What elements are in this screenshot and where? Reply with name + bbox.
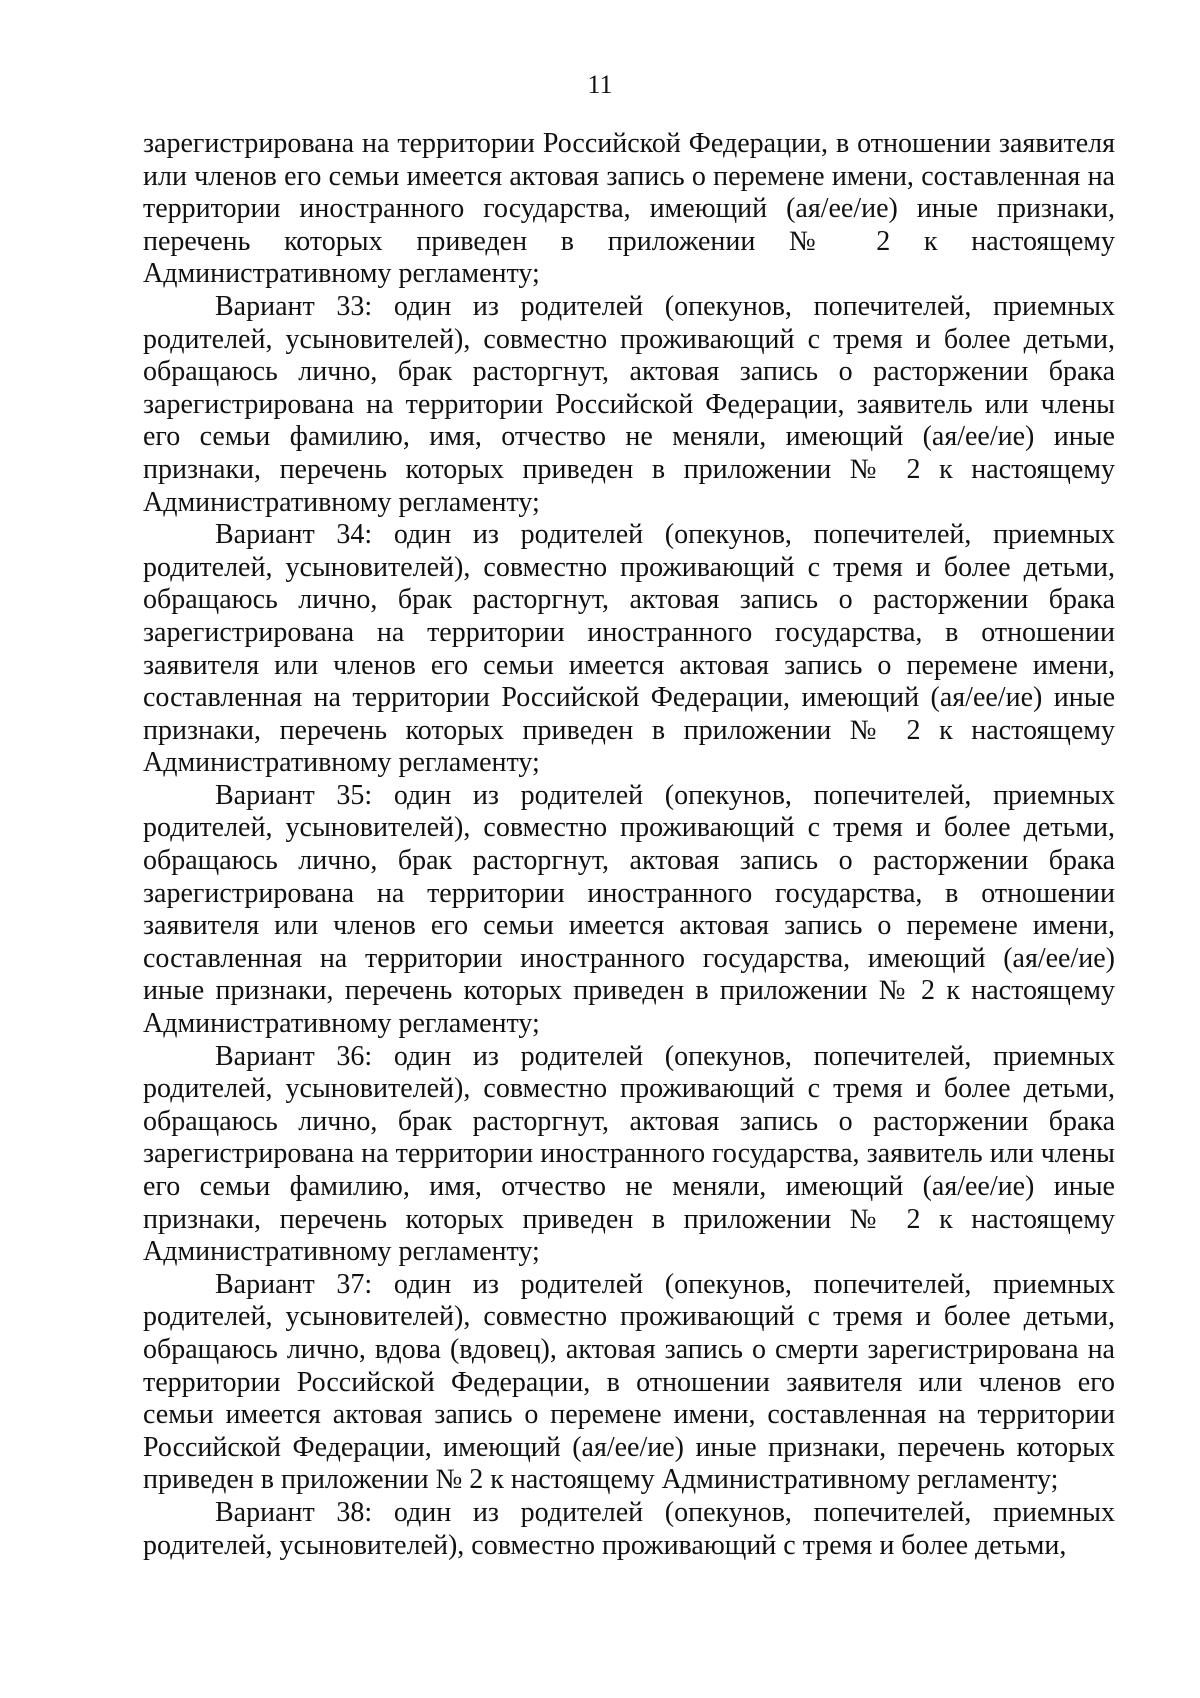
paragraph-variant-34: Вариант 34: один из родителей (опекунов, попечителей, приемных родителей, усыновителей), совместно проживающий с тремя и более детьми, обращаюсь лично, брак расторгнут, актовая запись о расторжении брака зарегистрирована на территории иностранного государства, в отношении заявителя или членов его семьи имеется актовая запись о перемене имени, составленная на территории Российской Федерации, имеющий (ая/ее/ие) иные признаки, перечень которых приведен в приложении № 2 к настоящему Административному регламенту;	[143, 519, 1115, 779]
page-number: 11	[587, 70, 613, 99]
paragraph-continuation: зарегистрирована на территории Российской Федерации, в отношении заявителя или членов его семьи имеется актовая запись о перемене имени, составленная на территории иностранного государства, имеющий (ая/ее/ие) иные признаки, перечень которых приведен в приложении № 2 к настоящему Административному регламенту;	[143, 128, 1115, 290]
document-body	[143, 128, 1115, 1562]
paragraph-variant-38: Вариант 38: один из родителей (опекунов, попечителей, приемных родителей, усыновителей), совместно проживающий с тремя и более детьми,	[143, 1496, 1115, 1561]
paragraph-variant-36: Вариант 36: один из родителей (опекунов, попечителей, приемных родителей, усыновителей), совместно проживающий с тремя и более детьми, обращаюсь лично, брак расторгнут, актовая запись о расторжении брака зарегистрирована на территории иностранного государства, заявитель или члены его семьи фамилию, имя, отчество не меняли, имеющий (ая/ее/ие) иные признаки, перечень которых приведен в приложении № 2 к настоящему Административному регламенту;	[143, 1040, 1115, 1268]
paragraph-variant-37: Вариант 37: один из родителей (опекунов, попечителей, приемных родителей, усыновителей), совместно проживающий с тремя и более детьми, обращаюсь лично, вдова (вдовец), актовая запись о смерти зарегистрирована на территории Российской Федерации, в отношении заявителя или членов его семьи имеется актовая запись о перемене имени, составленная на территории Российской Федерации, имеющий (ая/ее/ие) иные признаки, перечень которых приведен в приложении № 2 к настоящему Административному регламенту;	[143, 1268, 1115, 1496]
paragraph-variant-35: Вариант 35: один из родителей (опекунов, попечителей, приемных родителей, усыновителей), совместно проживающий с тремя и более детьми, обращаюсь лично, брак расторгнут, актовая запись о расторжении брака зарегистрирована на территории иностранного государства, в отношении заявителя или членов его семьи имеется актовая запись о перемене имени, составленная на территории иностранного государства, имеющий (ая/ее/ие) иные признаки, перечень которых приведен в приложении № 2 к настоящему Административному регламенту;	[143, 779, 1115, 1040]
paragraph-variant-33: Вариант 33: один из родителей (опекунов, попечителей, приемных родителей, усыновителей), совместно проживающий с тремя и более детьми, обращаюсь лично, брак расторгнут, актовая запись о расторжении брака зарегистрирована на территории Российской Федерации, заявитель или члены его семьи фамилию, имя, отчество не меняли, имеющий (ая/ее/ие) иные признаки, перечень которых приведен в приложении № 2 к настоящему Административному регламенту;	[143, 290, 1115, 518]
